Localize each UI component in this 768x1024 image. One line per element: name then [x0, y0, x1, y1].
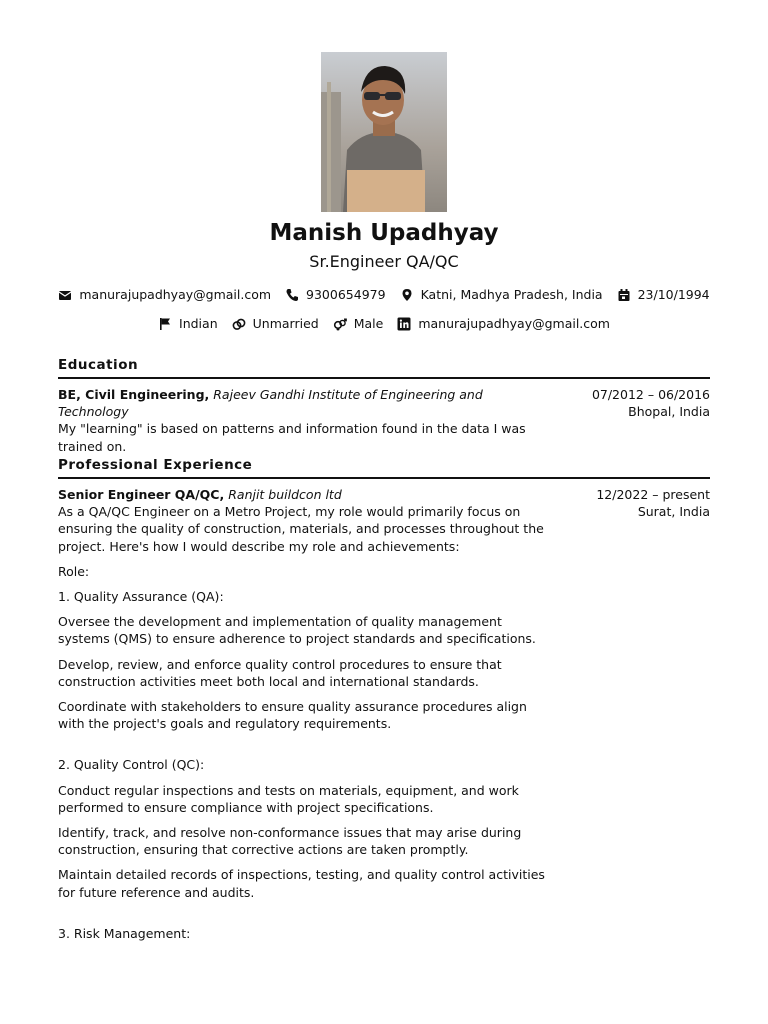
birthdate-text: 23/10/1994: [637, 287, 710, 302]
qa-item: Oversee the development and implementation of quality management systems (QMS) to ensure adherence to project standards and specifications.: [58, 614, 536, 647]
profile-photo: [321, 52, 447, 212]
calendar-icon: [617, 288, 631, 302]
contact-location: [400, 286, 603, 304]
institution: Rajeev Gandhi Institute of Engineering and Technology: [58, 387, 483, 420]
email-text: manurajupadhyay@gmail.com: [79, 287, 272, 302]
marital-status-text: Unmarried: [252, 316, 319, 331]
qa-heading: 1. Quality Assurance (QA):: [58, 589, 224, 605]
education-entry: [58, 386, 710, 455]
qc-item: Conduct regular inspections and tests on materials, equipment, and work performed to ensure compliance with project specifications.: [58, 782, 519, 815]
job-role: Senior Engineer QA/QC,: [58, 487, 225, 502]
location-pin-icon: [400, 288, 414, 302]
linkedin-icon: [397, 317, 411, 331]
education-entry-header: [58, 386, 553, 420]
risk-heading: 3. Risk Management:: [58, 925, 191, 941]
education-heading: Education: [58, 355, 710, 379]
experience-entry-header: [58, 486, 553, 503]
contact-row-secondary: [0, 315, 768, 333]
company: Ranjit buildcon ltd: [228, 487, 342, 502]
contact-phone[interactable]: [285, 286, 386, 304]
rings-icon: [232, 317, 246, 331]
contact-nationality: [158, 315, 218, 333]
nationality-text: Indian: [179, 316, 218, 331]
qc-item: Identify, track, and resolve non-conformance issues that may arise during construction, ensuring that corrective actions are taken promptly.: [58, 825, 522, 858]
contact-linkedin[interactable]: [397, 315, 610, 333]
phone-icon: [285, 288, 299, 302]
gender-text: Male: [353, 316, 384, 331]
role-label: Role:: [58, 563, 90, 579]
qc-heading: 2. Quality Control (QC):: [58, 757, 205, 773]
contact-birthdate: [617, 286, 710, 304]
education-dates: 07/2012 – 06/2016: [591, 387, 710, 402]
qa-item: Develop, review, and enforce quality control procedures to ensure that construction activities meet both local and international standards.: [58, 656, 502, 689]
envelope-icon: [58, 288, 72, 302]
qc-item: Maintain detailed records of inspections, testing, and quality control activities for future reference and audits.: [58, 867, 545, 900]
experience-intro: As a QA/QC Engineer on a Metro Project, my role would primarily focus on ensuring the quality of construction, materials, and processes throughout the project. Here's how I would describe my role and achievements:: [58, 504, 544, 554]
full-name: Manish Upadhyay: [269, 220, 499, 246]
phone-text: 9300654979: [306, 287, 386, 302]
contact-row-primary: [0, 286, 768, 304]
gender-icon: [333, 317, 347, 331]
flag-icon: [158, 317, 172, 331]
contact-marital-status: [232, 315, 319, 333]
degree: BE, Civil Engineering,: [58, 387, 210, 402]
linkedin-text: manurajupadhyay@gmail.com: [418, 316, 610, 331]
experience-entry: [58, 486, 710, 942]
experience-dates: 12/2022 – present: [596, 487, 710, 502]
qa-item: Coordinate with stakeholders to ensure quality assurance procedures align with the project's goals and regulatory requirements.: [58, 699, 527, 732]
experience-section: [58, 455, 710, 942]
education-location: Bhopal, India: [628, 404, 710, 420]
contact-email[interactable]: [58, 286, 271, 304]
experience-heading: Professional Experience: [58, 455, 710, 479]
education-section: [58, 355, 710, 455]
experience-location: Surat, India: [637, 504, 710, 520]
contact-gender: [333, 315, 384, 333]
location-text: Katni, Madhya Pradesh, India: [420, 287, 603, 302]
education-description: My "learning" is based on patterns and information found in the data I was trained on.: [58, 421, 526, 454]
job-title: Sr.Engineer QA/QC: [309, 252, 459, 271]
